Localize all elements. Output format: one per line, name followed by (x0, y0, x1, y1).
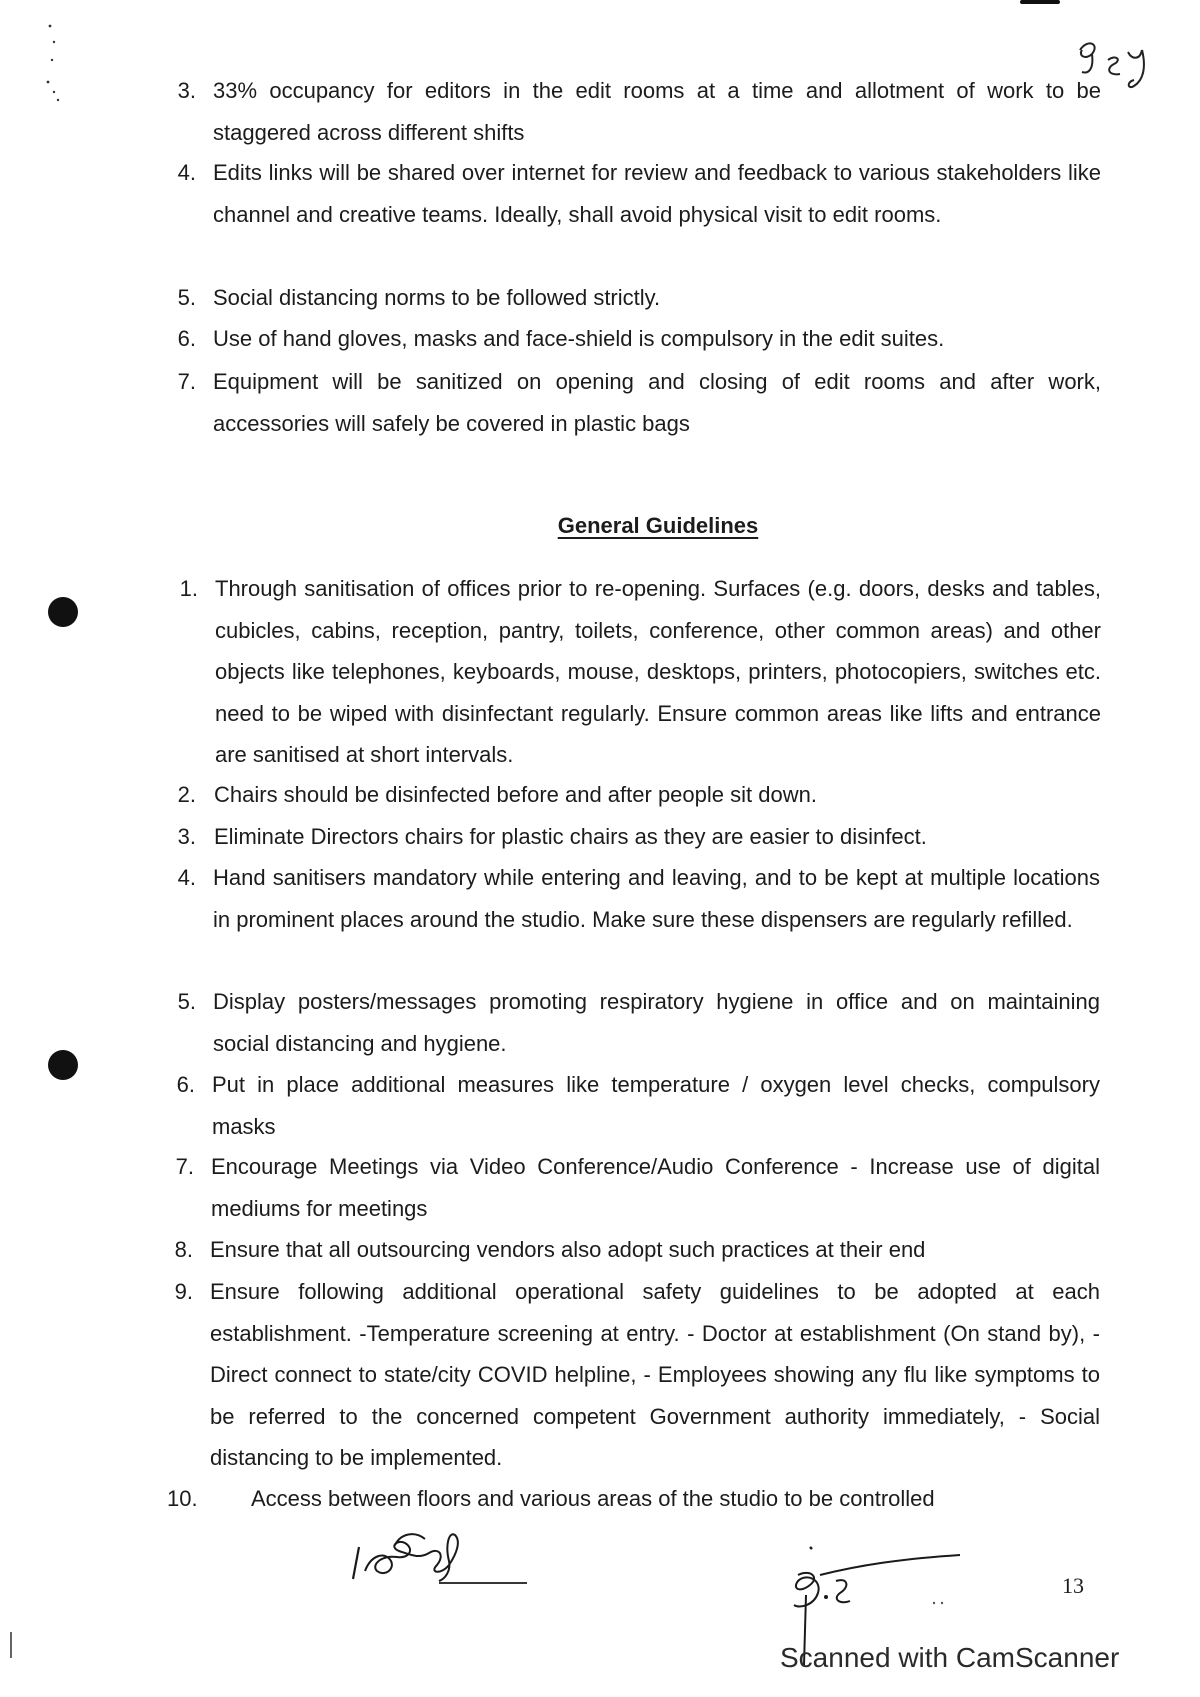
list-item-text: Display posters/messages promoting respiratory hygiene in office and on maintaining social distancing and hygiene. (213, 989, 1100, 1056)
scan-edge-line (8, 1630, 14, 1660)
list-item-text: Eliminate Directors chairs for plastic chairs as they are easier to disinfect. (214, 824, 927, 849)
scan-specks (40, 20, 70, 110)
scan-edge-mark (1020, 0, 1060, 4)
punch-hole-top (48, 597, 78, 627)
list-item-number: 5. (177, 989, 196, 1014)
list-item-text: 33% occupancy for editors in the edit rooms at a time and allotment of work to be staggered across different shifts (213, 78, 1101, 145)
list-item-text: Ensure following additional operational safety guidelines to be adopted at each establishment. -Temperature screening at entry. - Doctor at establishment (On stand by), - Direct connect to state/city COVID helpline, - Employees showing any flu like symptoms to be referred to the concerned competent Government authority immediately, - Social distancing to be implemented. (210, 1279, 1100, 1470)
list-item-number: 6. (177, 326, 196, 351)
page-number: 13 (1062, 1573, 1084, 1598)
signature-left (345, 1525, 535, 1595)
list-item-number: 3. (177, 78, 196, 103)
list-item-text: Hand sanitisers mandatory while entering and leaving, and to be kept at multiple locations in prominent places around the studio. Make sure these dispensers are regularly refilled. (213, 865, 1100, 932)
scanner-watermark: Scanned with CamScanner (780, 1642, 1120, 1673)
list-item-number: 6. (176, 1072, 195, 1097)
list-item-text: Use of hand gloves, masks and face-shield is compulsory in the edit suites. (213, 326, 945, 351)
list-item-number: 7. (177, 369, 196, 394)
list-item-text: Access between floors and various areas of the studio to be controlled (251, 1486, 935, 1511)
list-item-number: 10. (167, 1486, 198, 1511)
list-item-number: 1. (179, 576, 198, 601)
list-item-text: Equipment will be sanitized on opening and closing of edit rooms and after work, accessories will safely be covered in plastic bags (213, 369, 1101, 436)
list-item-number: 4. (177, 865, 196, 890)
list-item-number: 5. (177, 285, 196, 310)
section-heading (0, 513, 1200, 539)
punch-hole-bottom (48, 1050, 78, 1080)
list-item-number: 7. (175, 1154, 194, 1179)
list-item-text: Ensure that all outsourcing vendors also adopt such practices at their end (210, 1237, 926, 1262)
list-item-number: 4. (177, 160, 196, 185)
list-item-number: 2. (177, 782, 196, 807)
list-item-text: Chairs should be disinfected before and after people sit down. (214, 782, 817, 807)
list-item-number: 9. (174, 1279, 193, 1304)
list-item-number: 8. (174, 1237, 193, 1262)
list-item-text: Edits links will be shared over internet for review and feedback to various stakeholders like channel and creative teams. Ideally, shall avoid physical visit to edit rooms. (213, 160, 1101, 227)
section-heading-text: General Guidelines (557, 513, 759, 538)
list-item-number: 3. (177, 824, 196, 849)
list-item-text: Put in place additional measures like temperature / oxygen level checks, compulsory masks (212, 1072, 1100, 1139)
list-item-text: Social distancing norms to be followed strictly. (213, 285, 661, 310)
list-item-text: Through sanitisation of offices prior to re-opening. Surfaces (e.g. doors, desks and tables, cubicles, cabins, reception, pantry, toilets, conference, other common areas) and other objects like telephones, keyboards, mouse, desktops, printers, photocopiers, switches etc. need to be wiped with disinfectant regularly. Ensure common areas like lifts and entrance are sanitised at short intervals. (215, 576, 1101, 767)
list-item-text: Encourage Meetings via Video Conference/Audio Conference - Increase use of digital mediums for meetings (211, 1154, 1100, 1221)
